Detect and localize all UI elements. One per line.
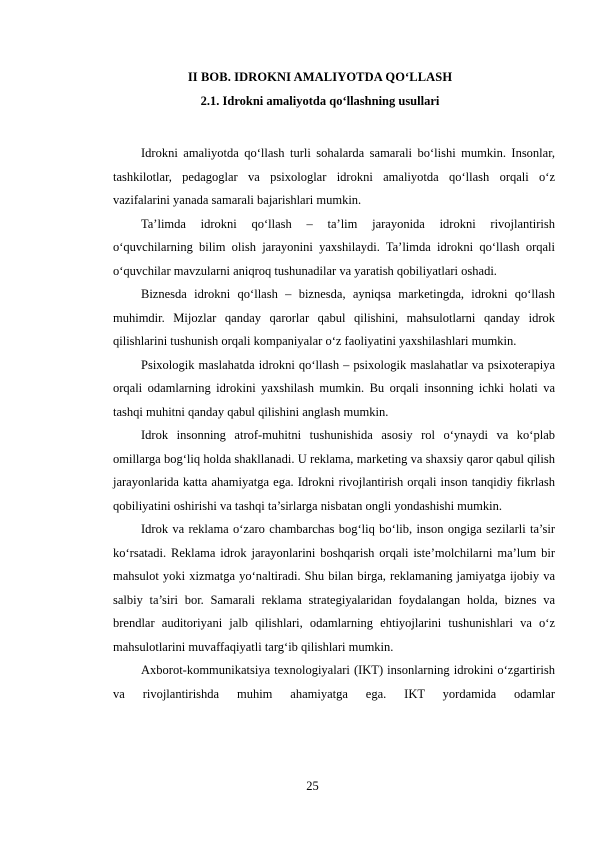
paragraph: Psixologik maslahatda idrokni qo‘llash – psixologik maslahatlar va psixoterapiya orqali odamlarning idrokini yaxshilash mumkin. Bu orqali insonning ichki holati va tashqi muhitni qanday qabul qilishini anglash mumkin. <box>113 357 555 419</box>
page-number: 25 <box>306 779 319 793</box>
paragraph: Biznesda idrokni qo‘llash – biznesda, ayniqsa marketingda, idrokni qo‘llash muhimdir. Mijozlar qanday qarorlar qabul qilishini, mahsulotlarni qanday idrok qilishlarini tushunish orqali kompaniyalar o‘z faoliyatini yaxshilashlari mumkin. <box>113 287 555 348</box>
paragraph: Idrokni amaliyotda qo‘llash turli sohalarda samarali bo‘lishi mumkin. Insonlar, tashkilotlar, pedagoglar va psixologlar idrokni amaliyotda qo‘llash orqali o‘z vazifalarini yanada samarali bajarishlari mumkin. <box>113 146 555 207</box>
body-text <box>113 142 555 706</box>
paragraph: Ta’limda idrokni qo‘llash – ta’lim jarayonida idrokni rivojlantirish o‘quvchilarning bilim olish jarayonini yaxshilaydi. Ta’limda idrokni qo‘llash orqali o‘quvchilar mavzularni aniqroq tushunadilar va yaratish qobiliyatlari oshadi. <box>113 216 555 278</box>
paragraph: Idrok va reklama o‘zaro chambarchas bog‘liq bo‘lib, inson ongiga sezilarli ta’sir ko‘rsatadi. Reklama idrok jarayonlarini boshqarish orqali iste’molchilarni ma’lum bir mahsulot yoki xizmatga yo‘naltiradi. Shu bilan birga, reklamaning jamiyatga ijobiy va salbiy ta’siri bor. Samarali reklama strategiyalaridan foydalangan holda, biznes va brendlar auditoriyani jalb qilishlari, odamlarning ehtiyojlarini tushunishlari va o‘z mahsulotlarini muvaffaqiyatli targ‘ib qilishlari mumkin. <box>113 522 555 654</box>
section-title: 2.1. Idrokni amaliyotda qo‘llashning usullari <box>200 94 440 108</box>
paragraph: Axborot-kommunikatsiya texnologiyalari (IKT) insonlarning idrokini o‘zgartirish va rivojlantirishda muhim ahamiyatga ega. IKT yordamida odamlar <box>113 663 555 701</box>
paragraph: Idrok insonning atrof-muhitni tushunishida asosiy rol o‘ynaydi va ko‘plab omillarga bog‘liq holda shakllanadi. U reklama, marketing va shaxsiy qaror qabul qilish jarayonlarida katta ahamiyatga ega. Idrokni rivojlantirish orqali inson tanqidiy fikrlash qobiliyatini oshirishi va tashqi ta’sirlarga nisbatan ongli yondashishi mumkin. <box>113 428 555 513</box>
chapter-title: II BOB. IDROKNI AMALIYOTDA QO‘LLASH <box>187 70 453 84</box>
